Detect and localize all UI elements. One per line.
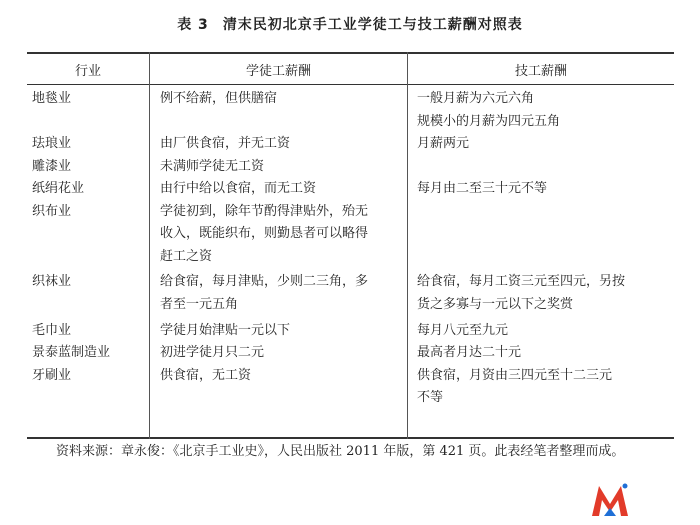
header-rule	[27, 84, 674, 85]
apprentice-pay-cell: 学徒初到，除年节酌得津贴外，殆无 收入，既能织布，则勤恳者可以略得 赶工之资	[160, 203, 369, 264]
skilled-pay-cell: 月薪两元	[417, 136, 470, 151]
table-row	[27, 88, 674, 133]
logo-blue-stroke	[604, 508, 616, 516]
industry-cell: 珐琅业	[32, 136, 72, 151]
skilled-pay-cell: 最高者月达二十元	[417, 345, 522, 360]
table-title: 清末民初北京手工业学徒工与技工薪酬对照表	[222, 17, 523, 33]
skilled-pay-cell: 每月由二至三十元不等	[417, 181, 548, 196]
table-row	[27, 365, 674, 410]
table-row	[27, 133, 674, 156]
table-row	[27, 320, 674, 343]
skilled-pay-cell: 供食宿，月资由三四元至十二三元 不等	[417, 367, 613, 405]
table-row	[27, 201, 674, 269]
m-logo-icon	[590, 482, 630, 518]
source-note: 资料来源：章永俊：《北京手工业史》，人民出版社 2011 年版，第 421 页。此表经笔者整理而成。	[56, 444, 625, 459]
table-row	[27, 268, 674, 320]
apprentice-pay-cell: 由厂供食宿，并无工资	[160, 136, 291, 151]
header-skilled-pay: 技工薪酬	[514, 64, 567, 79]
apprentice-pay-cell: 供食宿，无工资	[160, 367, 252, 383]
industry-cell: 雕漆业	[32, 158, 72, 174]
industry-cell: 地毯业	[32, 91, 72, 106]
table-row	[27, 178, 674, 201]
apprentice-pay-cell: 初进学徒月只二元	[160, 345, 265, 360]
industry-cell: 毛巾业	[32, 322, 72, 338]
table-caption	[0, 14, 700, 34]
bottom-rule	[27, 437, 674, 439]
skilled-pay-cell: 给食宿，每月工资三元至四元，另按 货之多寡与一元以下之奖赏	[417, 274, 626, 312]
industry-cell: 景泰蓝制造业	[32, 345, 111, 360]
industry-cell: 织袜业	[32, 274, 72, 289]
header-industry: 行业	[74, 64, 101, 79]
table-body	[27, 88, 674, 410]
skilled-pay-cell: 每月八元至九元	[417, 322, 509, 338]
table-number: 表 3	[177, 17, 209, 33]
apprentice-pay-cell: 给食宿，每月津贴，少则二三角，多 者至一元五角	[160, 274, 369, 312]
skilled-pay-cell: 一般月薪为六元六角 规模小的月薪为四元五角	[417, 91, 561, 129]
apprentice-pay-cell: 未满师学徒无工资	[160, 158, 265, 174]
header-apprentice-pay: 学徒工薪酬	[245, 64, 311, 79]
apprentice-pay-cell: 例不给薪，但供膳宿	[160, 91, 278, 106]
apprentice-pay-cell: 学徒月始津贴一元以下	[160, 322, 291, 338]
industry-cell: 牙刷业	[32, 367, 72, 383]
apprentice-pay-cell: 由行中给以食宿，而无工资	[160, 181, 317, 196]
logo-dot	[623, 484, 628, 489]
top-rule	[27, 52, 674, 54]
industry-cell: 织布业	[32, 203, 72, 219]
table-row	[27, 156, 674, 179]
industry-cell: 纸绢花业	[32, 181, 85, 196]
table-row	[27, 342, 674, 365]
